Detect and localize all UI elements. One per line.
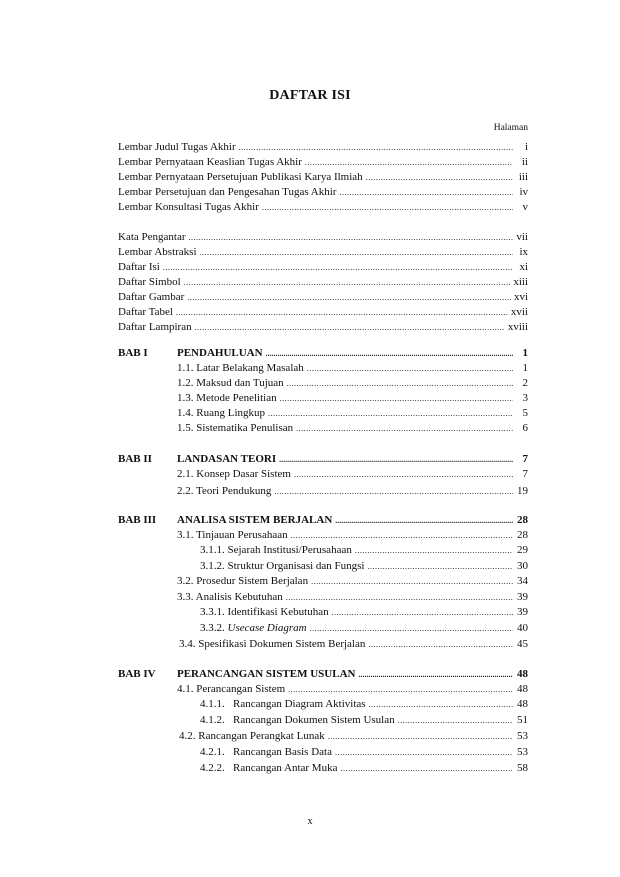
chapter-page: 7	[522, 453, 528, 465]
chapter-heading	[177, 452, 528, 467]
toc-entry	[118, 245, 528, 260]
toc-entry-label: 4.1. Perancangan Sistem	[177, 683, 286, 695]
leader-dots	[307, 361, 513, 376]
leader-dots	[366, 170, 513, 185]
toc-entry-label: Lembar Judul Tugas Akhir	[118, 141, 236, 153]
toc-entry-label: Daftar Gambar	[118, 291, 185, 303]
toc-entry	[177, 391, 528, 406]
toc-entry-number: 3.3.2.	[200, 622, 225, 634]
leader-dots	[335, 513, 513, 528]
chapter-title: LANDASAN TEORI	[177, 453, 277, 465]
toc-entry-label: 3.1.2. Struktur Organisasi dan Fungsi	[200, 560, 365, 572]
toc-entry-label: Daftar Simbol	[118, 276, 181, 288]
toc-entry	[200, 543, 528, 558]
page-title: DAFTAR ISI	[269, 88, 351, 103]
leader-dots	[294, 467, 513, 482]
toc-entry	[179, 637, 528, 652]
toc-entry	[177, 574, 528, 589]
toc-entry-label: 2.2. Teori Pendukung	[177, 485, 272, 497]
leader-dots	[163, 260, 513, 275]
leader-dots	[200, 245, 513, 260]
chapter-title: ANALISA SISTEM BERJALAN	[177, 514, 333, 526]
toc-entry-label: 3.3.1. Identifikasi Kebutuhan	[200, 606, 329, 618]
chapter-title: PENDAHULUAN	[177, 347, 263, 359]
chapter-number: BAB I	[118, 347, 148, 359]
toc-entry-page: ii	[521, 156, 528, 168]
leader-dots	[358, 667, 513, 682]
chapter-number: BAB IV	[118, 668, 156, 680]
toc-entry	[200, 559, 528, 574]
chapter-page: 48	[517, 668, 528, 680]
toc-entry-label: Lembar Pernyataan Keaslian Tugas Akhir	[118, 156, 302, 168]
toc-entry	[118, 170, 528, 185]
toc-entry	[200, 713, 528, 728]
leader-dots	[305, 155, 513, 170]
toc-entry-label: 4.2.2. Rancangan Antar Muka	[200, 762, 338, 774]
leader-dots	[328, 729, 513, 744]
leader-dots	[239, 140, 513, 155]
toc-entry-label: Lembar Abstraksi	[118, 246, 197, 258]
toc-entry-page: 29	[517, 544, 528, 556]
toc-entry-page: i	[524, 141, 528, 153]
leader-dots	[335, 745, 513, 760]
toc-entry-label: 1.4. Ruang Lingkup	[177, 407, 265, 419]
toc-entry-page: 5	[522, 407, 528, 419]
toc-entry	[200, 761, 528, 776]
leader-dots	[339, 185, 513, 200]
toc-entry-label: 4.1.1. Rancangan Diagram Aktivitas	[200, 698, 366, 710]
toc-entry	[177, 467, 528, 482]
toc-entry-page: 30	[517, 560, 528, 572]
leader-dots	[286, 590, 513, 605]
toc-entry-page: 45	[517, 638, 528, 650]
toc-entry-label: 4.2.1. Rancangan Basis Data	[200, 746, 332, 758]
leader-dots	[310, 621, 513, 636]
toc-entry	[200, 605, 528, 620]
leader-dots	[369, 697, 513, 712]
toc-entry	[118, 230, 528, 245]
leader-dots	[195, 320, 505, 335]
toc-entry-label: 1.2. Maksud dan Tujuan	[177, 377, 284, 389]
toc-entry	[118, 275, 528, 290]
toc-entry	[118, 305, 528, 320]
leader-dots	[184, 275, 511, 290]
leader-dots	[340, 761, 513, 776]
toc-entry-page: 53	[517, 730, 528, 742]
toc-entry-page: vii	[516, 231, 528, 243]
leader-dots	[368, 637, 513, 652]
toc-entry-page: xviii	[507, 321, 528, 333]
chapter-page: 28	[517, 514, 528, 526]
toc-entry-page: 6	[522, 422, 528, 434]
toc-entry	[200, 621, 528, 636]
toc-entry-label: 3.3. Analisis Kebutuhan	[177, 591, 283, 603]
toc-entry	[118, 260, 528, 275]
chapter-page: 1	[522, 347, 528, 359]
toc-entry-page: 39	[517, 591, 528, 603]
toc-entry-label: 2.1. Konsep Dasar Sistem	[177, 468, 291, 480]
toc-entry-label	[200, 621, 307, 636]
halaman-header: Halaman	[493, 123, 528, 133]
leader-dots	[262, 200, 513, 215]
toc-entry-label: Kata Pengantar	[118, 231, 186, 243]
toc-entry	[177, 484, 528, 499]
toc-entry	[118, 185, 528, 200]
leader-dots	[176, 305, 508, 320]
toc-entry	[200, 745, 528, 760]
toc-entry-label: Lembar Pernyataan Persetujuan Publikasi Karya Ilmiah	[118, 171, 363, 183]
toc-entry	[177, 682, 528, 697]
toc-entry-italic-label: Usecase Diagram	[227, 622, 307, 634]
toc-entry	[118, 290, 528, 305]
toc-entry-page: 40	[517, 622, 528, 634]
toc-entry	[200, 697, 528, 712]
chapter-title: PERANCANGAN SISTEM USULAN	[177, 668, 356, 680]
toc-entry-page: iv	[519, 186, 528, 198]
toc-entry	[177, 406, 528, 421]
toc-entry	[177, 376, 528, 391]
toc-entry-page: 48	[517, 683, 528, 695]
toc-entry-label: Daftar Lampiran	[118, 321, 192, 333]
toc-entry-page: 51	[517, 714, 528, 726]
toc-entry-page: v	[522, 201, 528, 213]
toc-entry	[177, 361, 528, 376]
leader-dots	[288, 682, 513, 697]
leader-dots	[189, 230, 514, 245]
toc-entry	[118, 155, 528, 170]
toc-entry-label: Daftar Isi	[118, 261, 160, 273]
leader-dots	[187, 290, 511, 305]
leader-dots	[279, 452, 513, 467]
toc-entry-page: 7	[522, 468, 528, 480]
toc-entry	[179, 729, 528, 744]
leader-dots	[332, 605, 513, 620]
leader-dots	[268, 406, 513, 421]
toc-entry-page: 58	[517, 762, 528, 774]
leader-dots	[291, 528, 513, 543]
toc-entry	[118, 140, 528, 155]
toc-entry-label: 1.3. Metode Penelitian	[177, 392, 277, 404]
chapter-heading	[177, 667, 528, 682]
leader-dots	[398, 713, 513, 728]
toc-entry-page: 48	[517, 698, 528, 710]
toc-entry	[118, 200, 528, 215]
toc-entry-page: xvii	[510, 306, 528, 318]
toc-entry-page: 19	[517, 485, 528, 497]
toc-entry-label: 4.1.2. Rancangan Dokumen Sistem Usulan	[200, 714, 395, 726]
leader-dots	[296, 421, 513, 436]
toc-entry	[177, 528, 528, 543]
toc-entry-page: 39	[517, 606, 528, 618]
leader-dots	[368, 559, 514, 574]
leader-dots	[274, 484, 513, 499]
leader-dots	[355, 543, 513, 558]
toc-entry-label: 1.1. Latar Belakang Masalah	[177, 362, 304, 374]
chapter-number: BAB II	[118, 453, 152, 465]
toc-entry-label: 3.2. Prosedur Sistem Berjalan	[177, 575, 309, 587]
leader-dots	[266, 346, 513, 361]
toc-entry-page: xiii	[513, 276, 528, 288]
toc-entry-label: 3.1. Tinjauan Perusahaan	[177, 529, 288, 541]
toc-entry	[177, 421, 528, 436]
toc-entry-label: Daftar Tabel	[118, 306, 173, 318]
toc-entry-label: 1.5. Sistematika Penulisan	[177, 422, 294, 434]
toc-entry-page: xvi	[513, 291, 528, 303]
chapter-heading	[177, 346, 528, 361]
toc-entry-page: 2	[522, 377, 528, 389]
toc-entry-label: Lembar Persetujuan dan Pengesahan Tugas Akhir	[118, 186, 337, 198]
toc-entry-label: 3.1.1. Sejarah Institusi/Perusahaan	[200, 544, 352, 556]
leader-dots	[280, 391, 513, 406]
toc-entry-page: iii	[518, 171, 528, 183]
toc-entry-label: 3.4. Spesifikasi Dokumen Sistem Berjalan	[179, 638, 366, 650]
toc-entry-page: xi	[519, 261, 528, 273]
leader-dots	[287, 376, 513, 391]
toc-entry-page: 1	[522, 362, 528, 374]
leader-dots	[311, 574, 513, 589]
toc-entry-page: 53	[517, 746, 528, 758]
toc-entry-page: 28	[517, 529, 528, 541]
toc-entry	[177, 590, 528, 605]
chapter-number: BAB III	[118, 514, 157, 526]
chapter-heading	[177, 513, 528, 528]
toc-entry-label: 4.2. Rancangan Perangkat Lunak	[179, 730, 325, 742]
toc-entry-page: 3	[522, 392, 528, 404]
toc-entry-page: 34	[517, 575, 528, 587]
toc-entry-label: Lembar Konsultasi Tugas Akhir	[118, 201, 259, 213]
toc-entry	[118, 320, 528, 335]
page-number-footer: x	[307, 816, 313, 827]
toc-entry-page: ix	[519, 246, 528, 258]
